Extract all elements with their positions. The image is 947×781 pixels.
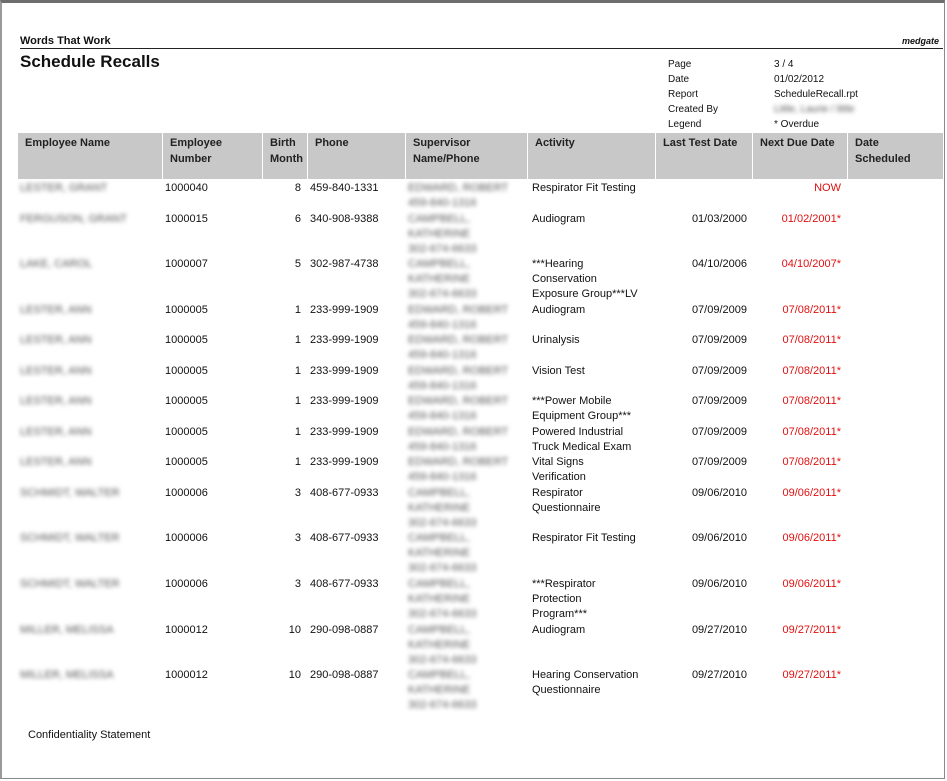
last-test-date: 09/06/2010 bbox=[691, 578, 747, 590]
column-header bbox=[163, 133, 263, 179]
employee-number: 1000005 bbox=[165, 334, 208, 346]
supervisor-line: KATHERINE bbox=[408, 502, 471, 514]
column-header-line1: Birth bbox=[270, 137, 296, 149]
meta-value: 01/02/2012 bbox=[774, 74, 825, 85]
phone: 233-999-1909 bbox=[310, 304, 379, 316]
next-due-date: 07/08/2011* bbox=[782, 365, 841, 377]
phone: 233-999-1909 bbox=[310, 456, 379, 468]
supervisor-line: EDWARD, ROBERT bbox=[408, 456, 509, 468]
meta-row bbox=[668, 57, 928, 72]
employee-number: 1000006 bbox=[165, 532, 208, 544]
phone: 233-999-1909 bbox=[310, 395, 379, 407]
supervisor-line: EDWARD, ROBERT bbox=[408, 395, 509, 407]
column-header-line2: Name/Phone bbox=[413, 153, 480, 165]
activity-line: ***Hearing bbox=[532, 258, 584, 270]
last-test-date: 07/09/2009 bbox=[691, 395, 747, 407]
employee-number: 1000005 bbox=[165, 426, 208, 438]
activity-line: Audiogram bbox=[532, 213, 586, 225]
employee-number: 1000005 bbox=[165, 456, 208, 468]
birth-month: 3 bbox=[294, 578, 301, 590]
supervisor-line: KATHERINE bbox=[408, 639, 471, 651]
activity-line: Questionnaire bbox=[532, 684, 601, 696]
employee-number: 1000012 bbox=[165, 669, 208, 681]
supervisor-line: KATHERINE bbox=[408, 228, 471, 240]
column-header-line1: Date bbox=[855, 137, 879, 149]
phone: 290-098-0887 bbox=[310, 624, 379, 636]
supervisor-line: 459-840-1316 bbox=[408, 410, 477, 422]
next-due-date: 09/06/2011* bbox=[782, 578, 841, 590]
supervisor-line: CAMPBELL, bbox=[408, 532, 470, 544]
supervisor-line: CAMPBELL, bbox=[408, 487, 470, 499]
last-test-date: 07/09/2009 bbox=[691, 365, 747, 377]
employee-number: 1000005 bbox=[165, 395, 208, 407]
last-test-date: 09/27/2010 bbox=[691, 669, 747, 681]
activity-line: Exposure Group***LV bbox=[532, 288, 638, 300]
next-due-date: NOW bbox=[814, 182, 841, 194]
supervisor-line: CAMPBELL, bbox=[408, 213, 470, 225]
column-header-line2: Number bbox=[170, 153, 212, 165]
birth-month: 1 bbox=[294, 365, 301, 377]
next-due-date: 07/08/2011* bbox=[782, 395, 841, 407]
column-header-line1: Employee bbox=[170, 137, 222, 149]
last-test-date: 07/09/2009 bbox=[691, 334, 747, 346]
meta-label: Page bbox=[668, 59, 692, 70]
column-header bbox=[308, 133, 406, 179]
column-header-line1: Employee Name bbox=[25, 137, 110, 149]
column-header bbox=[263, 133, 308, 179]
supervisor-line: KATHERINE bbox=[408, 593, 471, 605]
activity-line: Respirator bbox=[532, 487, 583, 499]
birth-month: 8 bbox=[294, 182, 301, 194]
phone: 459-840-1331 bbox=[310, 182, 379, 194]
column-header-line2: Month bbox=[270, 153, 303, 165]
meta-value: 3 / 4 bbox=[774, 59, 794, 70]
last-test-date: 07/09/2009 bbox=[691, 456, 747, 468]
activity bbox=[532, 364, 654, 379]
supervisor-line: 302-674-6633 bbox=[408, 608, 477, 620]
column-header-line1: Activity bbox=[535, 137, 575, 149]
supervisor bbox=[408, 257, 523, 302]
supervisor-line: 302-674-6633 bbox=[408, 699, 477, 711]
last-test-date: 09/27/2010 bbox=[691, 624, 747, 636]
supervisor-line: CAMPBELL, bbox=[408, 258, 470, 270]
supervisor-line: EDWARD, ROBERT bbox=[408, 182, 509, 194]
column-header-line1: Last Test Date bbox=[663, 137, 738, 149]
birth-month: 10 bbox=[288, 624, 301, 636]
company-name: Words That Work bbox=[20, 35, 111, 47]
header-rule bbox=[20, 48, 943, 49]
supervisor bbox=[408, 531, 523, 576]
supervisor bbox=[408, 394, 523, 424]
supervisor-line: KATHERINE bbox=[408, 684, 471, 696]
column-header bbox=[753, 133, 848, 179]
employee-number: 1000040 bbox=[165, 182, 208, 194]
supervisor-line: KATHERINE bbox=[408, 273, 471, 285]
activity-line: Audiogram bbox=[532, 624, 586, 636]
activity bbox=[532, 425, 654, 455]
supervisor-line: 459-840-1316 bbox=[408, 471, 477, 483]
supervisor-line: 459-840-1316 bbox=[408, 197, 477, 209]
phone: 340-908-9388 bbox=[310, 213, 379, 225]
employee-number: 1000005 bbox=[165, 304, 208, 316]
report-meta bbox=[668, 57, 928, 132]
last-test-date: 07/09/2009 bbox=[691, 304, 747, 316]
supervisor-line: 459-840-1316 bbox=[408, 349, 477, 361]
activity-line: Conservation bbox=[532, 273, 597, 285]
supervisor bbox=[408, 668, 523, 713]
column-header bbox=[528, 133, 656, 179]
next-due-date: 09/27/2011* bbox=[782, 669, 841, 681]
supervisor bbox=[408, 623, 523, 668]
supervisor bbox=[408, 333, 523, 363]
activity-line: Vision Test bbox=[532, 365, 585, 377]
activity-line: Audiogram bbox=[532, 304, 586, 316]
supervisor bbox=[408, 303, 523, 333]
employee-name: LESTER, ANN bbox=[20, 456, 92, 468]
phone: 408-677-0933 bbox=[310, 487, 379, 499]
employee-name: LESTER, ANN bbox=[20, 304, 92, 316]
phone: 233-999-1909 bbox=[310, 426, 379, 438]
column-header-line1: Supervisor bbox=[413, 137, 471, 149]
meta-label: Date bbox=[668, 74, 690, 85]
employee-name: MILLER, MELISSA bbox=[20, 624, 114, 636]
next-due-date: 09/06/2011* bbox=[782, 487, 841, 499]
birth-month: 10 bbox=[288, 669, 301, 681]
activity bbox=[532, 303, 654, 318]
last-test-date: 01/03/2000 bbox=[691, 213, 747, 225]
activity-line: Urinalysis bbox=[532, 334, 580, 346]
employee-name: LESTER, ANN bbox=[20, 334, 92, 346]
employee-name: MILLER, MELISSA bbox=[20, 669, 114, 681]
phone: 302-987-4738 bbox=[310, 258, 379, 270]
supervisor-line: EDWARD, ROBERT bbox=[408, 426, 509, 438]
employee-name: LESTER, ANN bbox=[20, 395, 92, 407]
supervisor-line: EDWARD, ROBERT bbox=[408, 304, 509, 316]
next-due-date: 01/02/2001* bbox=[781, 213, 841, 225]
activity-line: Equipment Group*** bbox=[532, 410, 632, 422]
supervisor-line: CAMPBELL, bbox=[408, 578, 470, 590]
next-due-date: 09/27/2011* bbox=[782, 624, 841, 636]
activity bbox=[532, 531, 654, 546]
activity-line: Powered Industrial bbox=[532, 426, 624, 438]
phone: 408-677-0933 bbox=[310, 532, 379, 544]
activity-line: ***Respirator bbox=[532, 578, 596, 590]
supervisor-line: KATHERINE bbox=[408, 547, 471, 559]
supervisor-line: 459-840-1316 bbox=[408, 380, 477, 392]
meta-value: * Overdue bbox=[774, 119, 820, 130]
activity-line: ***Power Mobile bbox=[532, 395, 612, 407]
column-header bbox=[848, 133, 943, 179]
birth-month: 1 bbox=[294, 334, 301, 346]
meta-row bbox=[668, 102, 928, 117]
birth-month: 6 bbox=[294, 213, 301, 225]
birth-month: 3 bbox=[294, 487, 301, 499]
activity bbox=[532, 333, 654, 348]
birth-month: 5 bbox=[294, 258, 301, 270]
supervisor-line: 302-674-6633 bbox=[408, 243, 477, 255]
activity-line: Protection bbox=[532, 593, 582, 605]
birth-month: 1 bbox=[294, 426, 301, 438]
next-due-date: 09/06/2011* bbox=[782, 532, 841, 544]
supervisor bbox=[408, 455, 523, 485]
employee-name: FERGUSON, GRANT bbox=[20, 213, 127, 225]
supervisor bbox=[408, 212, 523, 257]
employee-number: 1000015 bbox=[165, 213, 208, 225]
column-header-line1: Next Due Date bbox=[760, 137, 835, 149]
activity bbox=[532, 486, 654, 516]
last-test-date: 07/09/2009 bbox=[691, 426, 747, 438]
supervisor-line: CAMPBELL, bbox=[408, 624, 470, 636]
phone: 233-999-1909 bbox=[310, 365, 379, 377]
employee-name: LESTER, GRANT bbox=[20, 182, 108, 194]
employee-number: 1000012 bbox=[165, 624, 208, 636]
employee-number: 1000007 bbox=[165, 258, 208, 270]
birth-month: 1 bbox=[294, 304, 301, 316]
birth-month: 3 bbox=[294, 532, 301, 544]
activity-line: Verification bbox=[532, 471, 586, 483]
activity bbox=[532, 181, 654, 196]
meta-row bbox=[668, 72, 928, 87]
meta-value: ScheduleRecall.rpt bbox=[774, 89, 858, 100]
supervisor bbox=[408, 486, 523, 531]
meta-label: Legend bbox=[668, 119, 702, 130]
supervisor-line: 302-674-6633 bbox=[408, 288, 477, 300]
activity bbox=[532, 212, 654, 227]
supervisor-line: EDWARD, ROBERT bbox=[408, 365, 509, 377]
activity-line: Hearing Conservation bbox=[532, 669, 639, 681]
activity bbox=[532, 577, 654, 622]
activity-line: Vital Signs bbox=[532, 456, 584, 468]
activity-line: Respirator Fit Testing bbox=[532, 182, 636, 194]
supervisor-line: 302-674-6633 bbox=[408, 654, 477, 666]
birth-month: 1 bbox=[294, 395, 301, 407]
supervisor bbox=[408, 425, 523, 455]
last-test-date: 09/06/2010 bbox=[691, 532, 747, 544]
activity-line: Program*** bbox=[532, 608, 588, 620]
next-due-date: 07/08/2011* bbox=[782, 456, 841, 468]
employee-name: LESTER, ANN bbox=[20, 426, 92, 438]
supervisor-line: 459-840-1316 bbox=[408, 441, 477, 453]
phone: 408-677-0933 bbox=[310, 578, 379, 590]
supervisor-line: EDWARD, ROBERT bbox=[408, 334, 509, 346]
meta-row bbox=[668, 117, 928, 132]
phone: 290-098-0887 bbox=[310, 669, 379, 681]
employee-name: SCHMIDT, WALTER bbox=[20, 487, 120, 499]
activity bbox=[532, 257, 654, 302]
supervisor bbox=[408, 181, 523, 211]
activity-line: Questionnaire bbox=[532, 502, 601, 514]
next-due-date: 07/08/2011* bbox=[782, 304, 841, 316]
activity bbox=[532, 394, 654, 424]
column-header-line2: Scheduled bbox=[855, 153, 911, 165]
supervisor-line: 302-674-6633 bbox=[408, 517, 477, 529]
employee-number: 1000006 bbox=[165, 487, 208, 499]
supervisor bbox=[408, 364, 523, 394]
column-header bbox=[656, 133, 753, 179]
supervisor-line: CAMPBELL, bbox=[408, 669, 470, 681]
activity bbox=[532, 668, 654, 698]
next-due-date: 07/08/2011* bbox=[782, 426, 841, 438]
next-due-date: 04/10/2007* bbox=[781, 258, 841, 270]
next-due-date: 07/08/2011* bbox=[782, 334, 841, 346]
activity bbox=[532, 623, 654, 638]
employee-name: LESTER, ANN bbox=[20, 365, 92, 377]
employee-number: 1000005 bbox=[165, 365, 208, 377]
last-test-date: 09/06/2010 bbox=[691, 487, 747, 499]
meta-label: Report bbox=[668, 89, 699, 100]
employee-name: SCHMIDT, WALTER bbox=[20, 578, 120, 590]
supervisor-line: 302-674-6633 bbox=[408, 562, 477, 574]
column-header-line1: Phone bbox=[315, 137, 349, 149]
supervisor-line: 459-840-1316 bbox=[408, 319, 477, 331]
supervisor bbox=[408, 577, 523, 622]
birth-month: 1 bbox=[294, 456, 301, 468]
activity-line: Truck Medical Exam bbox=[532, 441, 632, 453]
last-test-date: 04/10/2006 bbox=[691, 258, 747, 270]
column-header bbox=[18, 133, 163, 179]
table-header bbox=[18, 133, 943, 179]
activity bbox=[532, 455, 654, 485]
meta-row bbox=[668, 87, 928, 102]
employee-name: SCHMIDT, WALTER bbox=[20, 532, 120, 544]
brand-logo-text: medgate bbox=[901, 36, 939, 46]
employee-name: LAKE, CAROL bbox=[20, 258, 93, 270]
meta-label: Created By bbox=[668, 104, 719, 115]
confidentiality-statement: Confidentiality Statement bbox=[28, 729, 151, 741]
activity-line: Respirator Fit Testing bbox=[532, 532, 636, 544]
phone: 233-999-1909 bbox=[310, 334, 379, 346]
employee-number: 1000006 bbox=[165, 578, 208, 590]
report-title: Schedule Recalls bbox=[20, 52, 160, 71]
column-header bbox=[406, 133, 528, 179]
meta-value: Little, Laurie / little bbox=[774, 104, 855, 115]
